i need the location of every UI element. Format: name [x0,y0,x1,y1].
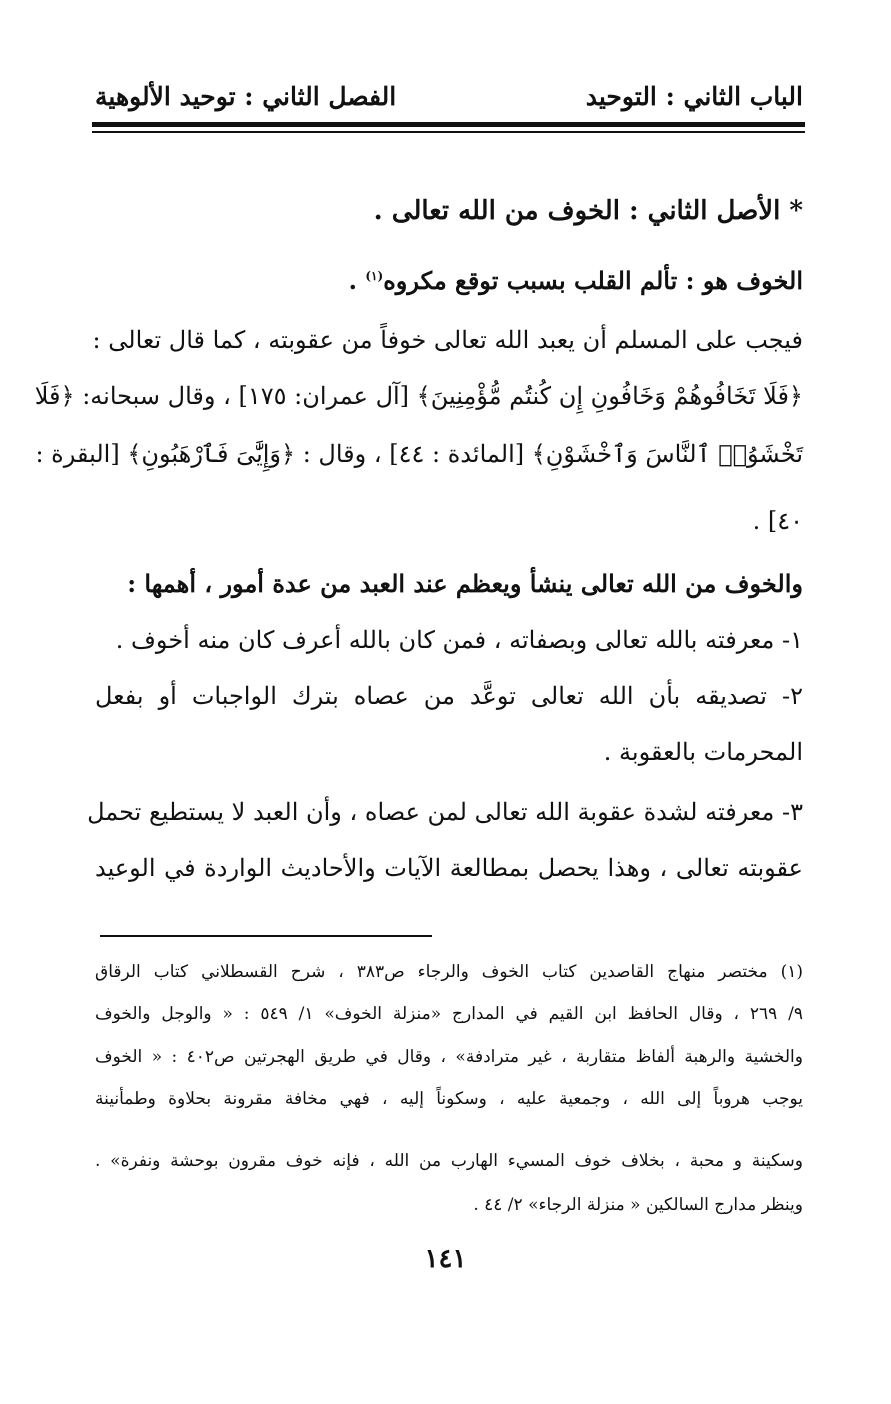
running-header [95,76,803,116]
definition-text: الخوف هو : تألم القلب بسبب توقع مكروه [383,266,803,295]
list-item-2: ٢- تصديقه بأن الله تعالى توعَّد من عصاه بترك الواجبات أو بفعل [95,682,803,710]
footnote-line: والخشية والرهبة ألفاظ متقاربة ، غير مترادفة» ، وقال في طريق الهجرتين ص٤٠٢ : « الخوف [95,1047,803,1067]
footnote-separator [100,935,432,937]
list-item-1: ١- معرفته بالله تعالى وبصفاته ، فمن كان بالله أعرف كان منه أخوف . [115,626,803,654]
definition-end: . [348,266,366,295]
footnote-line: وينظر مدارج السالكين « منزلة الرجاء» ٢/ ٤٤ . [473,1195,803,1215]
footnote-line: وسكينة و محبة ، بخلاف خوف المسيء الهارب من الله ، فإنه خوف مقرون بوحشة ونفرة» . [95,1151,803,1171]
footnote-line: (١) مختصر منهاج القاصدين كتاب الخوف والرجاء ص٣٨٣ ، شرح القسطلاني كتاب الرقاق [95,962,803,982]
body-line-quran: تَخْشَوُا۟ ٱلنَّاسَ وَٱخْشَوْنِ﴾ [المائدة : ٤٤] ، وقال : ﴿وَإِيَّٰىَ فَٱرْهَبُونِ﴾ [البقرة : [35,440,803,468]
body-line: فيجب على المسلم أن يعبد الله تعالى خوفاً من عقوبته ، كما قال تعالى : [92,326,803,354]
footnote-line: يوجب هروباً إلى الله ، وجمعية عليه ، وسكوناً إليه ، فهي مخافة مقرونة بحلاوة وطمأنينة [95,1089,803,1109]
body-line: والخوف من الله تعالى ينشأ ويعظم عند العبد من عدة أمور ، أهمها : [127,569,803,598]
list-item-3: ٣- معرفته لشدة عقوبة الله تعالى لمن عصاه ، وأن العبد لا يستطيع تحمل [87,798,803,826]
footnote-ref[interactable]: (١) [365,269,384,283]
header-rule-thick [92,122,805,127]
fear-definition [95,258,803,299]
body-line-quran: ﴿فَلَا تَخَافُوهُمْ وَخَافُونِ إِن كُنتُم مُّؤْمِنِينَ﴾ [آل عمران: ١٧٥] ، وقال سبحانه: ﴿فَلَا [34,382,803,410]
list-item-2-cont: المحرمات بالعقوبة . [603,738,803,766]
footnote-line: ٩/ ٢٦٩ ، وقال الحافظ ابن القيم في المدارج «منزلة الخوف» ١/ ٥٤٩ : « والوجل والخوف [95,1004,804,1024]
principle-heading: * الأصل الثاني : الخوف من الله تعالى . [373,196,803,226]
body-line: ٤٠] . [752,507,803,535]
chapter-title: الباب الثاني : التوحيد [585,81,803,111]
header-rule-thin [92,131,805,133]
section-title: الفصل الثاني : توحيد الألوهية [95,81,397,111]
page-number: ١٤١ [424,1244,467,1274]
list-item-3-cont: عقوبته تعالى ، وهذا يحصل بمطالعة الآيات والأحاديث الواردة في الوعيد [95,854,803,882]
